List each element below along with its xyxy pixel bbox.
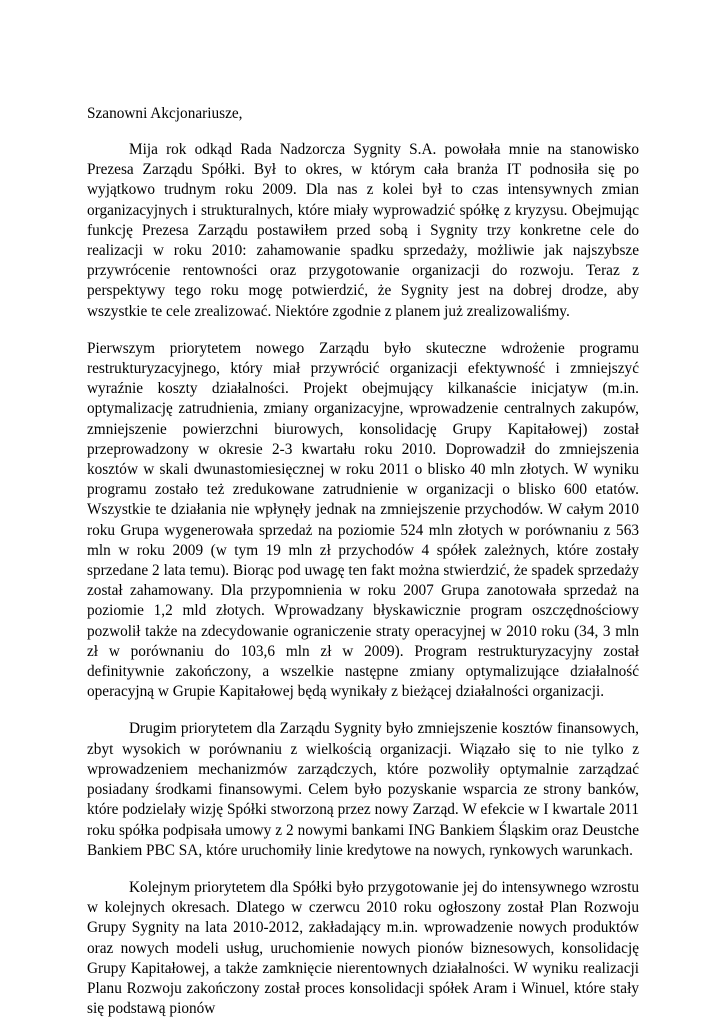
- letter-greeting: Szanowni Akcjonariusze,: [87, 105, 243, 122]
- paragraph-restructuring: Pierwszym priorytetem nowego Zarządu było skuteczne wdrożenie programu restrukturyzacyjnego, który miał przywrócić organizacji efektywność i zmniejszyć wyraźnie koszty działalności. Projekt obejmujący kilkanaście inicjatyw (m.in. optymalizację zatrudnienia, zmiany organizacyjne, wprowadzenie centralnych zakupów, zmniejszenie powierzchni biurowych, konsolidację Grupy Kapitałowej) został przeprowadzony w okresie 2-3 kwartału roku 2010. Doprowadził do zmniejszenia kosztów w skali dwunastomiesięcznej w roku 2011 o blisko 40 mln złotych. W wyniku programu zostało też zredukowane zatrudnienie w organizacji o blisko 600 etatów. Wszystkie te działania nie wpłynęły jednak na zmniejszenie przychodów. W całym 2010 roku Grupa wygenerowała sprzedaż na poziomie 524 mln złotych w porównaniu z 563 mln w roku 2009 (w tym 19 mln zł przychodów 4 spółek zależnych, które zostały sprzedane 2 lata temu). Biorąc pod uwagę ten fakt można stwierdzić, że spadek sprzedaży został zahamowany. Dla przypomnienia w roku 2007 Grupa zanotowała sprzedaż na poziomie 1,2 mld złotych. Wprowadzany błyskawicznie program oszczędnościowy pozwolił także na zdecydowanie ograniczenie straty operacyjnej w 2010 roku (34, 3 mln zł w porównaniu do 103,6 mln zł w 2009). Program restrukturyzacyjny został definitywnie zakończony, a wszelkie następne zmiany optymalizujące działalność operacyjną w Grupie Kapitałowej będą wynikały z bieżącej działalności organizacji.: [87, 339, 639, 701]
- paragraph-growth: Kolejnym priorytetem dla Spółki było przygotowanie jej do intensywnego wzrostu w kolejnych okresach. Dlatego w czerwcu 2010 roku ogłoszony został Plan Rozwoju Grupy Sygnity na lata 2010-2012, zakładający m.in. wprowadzenie nowych produktów oraz nowych modeli usług, uruchomienie nowych pionów biznesowych, konsolidację Grupy Kapitałowej, a także zamknięcie nierentownych działalności. W wyniku realizacji Planu Rozwoju zakończony został proces konsolidacji spółek Aram i Winuel, które stały się podstawą pionów: [87, 878, 639, 1018]
- paragraph-intro: Mija rok odkąd Rada Nadzorcza Sygnity S.A. powołała mnie na stanowisko Prezesa Zarządu Spółki. Był to okres, w którym cała branża IT podnosiła się po wyjątkowo trudnym roku 2009. Dla nas z kolei był to czas intensywnych zmian organizacyjnych i strukturalnych, które miały wyprowadzić spółkę z kryzysu. Obejmując funkcję Prezesa Zarządu postawiłem przed sobą i Sygnity trzy konkretne cele do realizacji w roku 2010: zahamowanie spadku sprzedaży, możliwie jak najszybsze przywrócenie rentowności oraz przygotowanie organizacji do rozwoju. Teraz z perspektywy tego roku mogę potwierdzić, że Sygnity jest na dobrej drodze, aby wszystkie te cele zrealizować. Niektóre zgodnie z planem już zrealizowaliśmy.: [87, 141, 639, 320]
- letter-body: [87, 104, 639, 1019]
- paragraph-financial-costs: Drugim priorytetem dla Zarządu Sygnity było zmniejszenie kosztów finansowych, zbyt wysokich w porównaniu z wielkością organizacji. Wiązało się to nie tylko z wprowadzeniem mechanizmów zarządczych, które pozwoliły optymalnie zarządzać posiadany środkami finansowymi. Celem było pozyskanie wsparcia ze strony banków, które podzielały wizję Spółki stworzoną przez nowy Zarząd. W efekcie w I kwartale 2011 roku spółka podpisała umowy z 2 nowymi bankami ING Bankiem Śląskim oraz Deustche Bankiem PBC SA, które uruchomiły linie kredytowe na nowych, rynkowych warunkach.: [87, 720, 639, 859]
